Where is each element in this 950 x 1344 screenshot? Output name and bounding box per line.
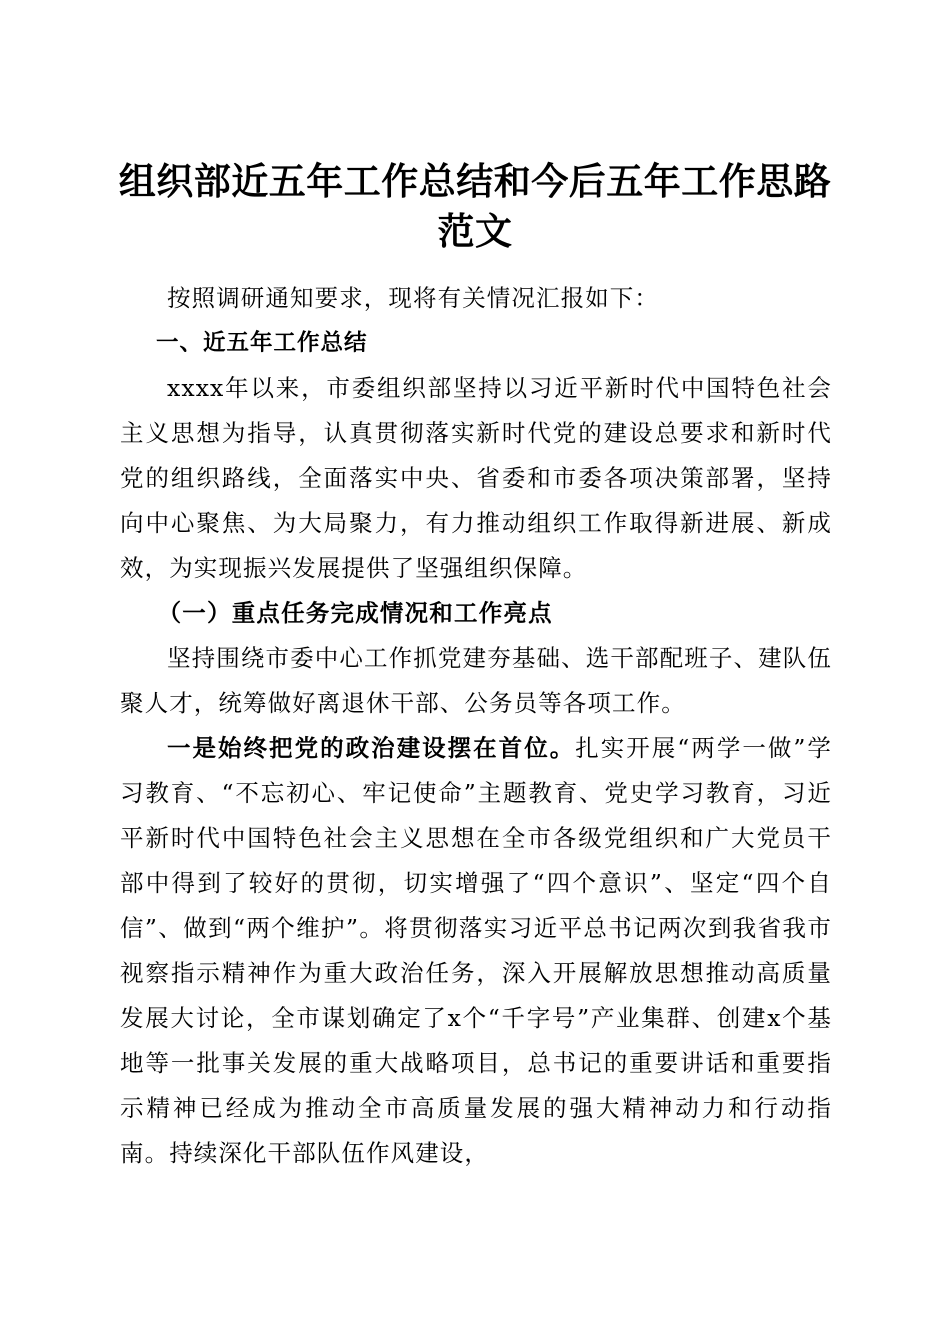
point-1-lead: 一是始终把党的政治建设摆在首位。	[167, 734, 576, 762]
subsection-heading-1: （一）重点任务完成情况和工作亮点	[157, 599, 553, 627]
section-1-paragraph: xxxx年以来，市委组织部坚持以习近平新时代中国特色社会主义思想为指导，认真贯彻落实新时代党的建设总要求和新时代党的组织路线，全面落实中央、省委和市委各项决策部署，坚持向中心聚焦、为大局聚力，有力推动组织工作取得新进展、新成效，为实现振兴发展提供了坚强组织保障。	[120, 374, 832, 582]
subsection-1-paragraph: 坚持围绕市委中心工作抓党建夯基础、选干部配班子、建队伍聚人才，统筹做好离退休干部、公务员等各项工作。	[120, 644, 832, 717]
document-title: 组织部近五年工作总结和今后五年工作思路范文	[118, 159, 832, 253]
point-1-text: 扎实开展“两学一做”学习教育、“不忘初心、牢记使命”主题教育、党史学习教育，习近平新时代中国特色社会主义思想在全市各级党组织和广大党员干部中得到了较好的贯彻，切实增强了“四个意识”、坚定“四个自信”、做到“两个维护”。将贯彻落实习近平总书记两次到我省我市视察指示精神作为重大政治任务，深入开展解放思想推动高质量发展大讨论，全市谋划确定了x个“千字号”产业集群、创建x个基地等一批事关发展的重大战略项目，总书记的重要讲话和重要指示精神已经成为推动全市高质量发展的强大精神动力和行动指南。持续深化干部队伍作风建设，	[120, 734, 832, 1167]
section-heading-1: 一、近五年工作总结	[156, 330, 368, 356]
document-body	[120, 276, 832, 1176]
point-1-paragraph	[120, 726, 832, 1176]
intro-paragraph: 按照调研通知要求，现将有关情况汇报如下：	[167, 284, 659, 312]
